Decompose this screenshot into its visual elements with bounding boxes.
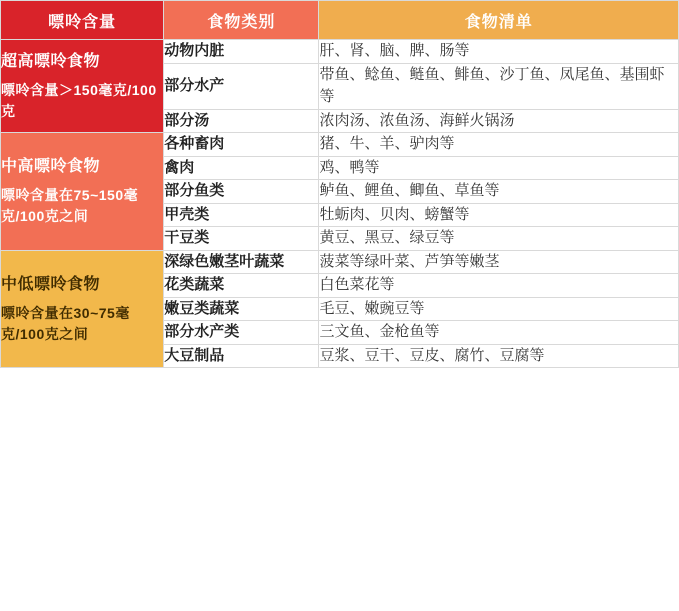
group-cell-medium-high [1, 133, 164, 251]
category-cell: 部分汤 [164, 109, 319, 133]
group-title: 中低嘌呤食物 [1, 275, 101, 293]
food-list-cell: 带鱼、鲶鱼、鲢鱼、鲱鱼、沙丁鱼、凤尾鱼、基围虾等 [319, 63, 679, 109]
category-cell: 深绿色嫩茎叶蔬菜 [164, 250, 319, 274]
header-purine-content: 嘌呤含量 [1, 1, 164, 40]
category-cell: 大豆制品 [164, 344, 319, 368]
food-list-cell: 白色菜花等 [319, 274, 679, 298]
food-list-cell: 鲈鱼、鲤鱼、鲫鱼、草鱼等 [319, 180, 679, 204]
header-food-category: 食物类别 [164, 1, 319, 40]
group-cell-very-high [1, 40, 164, 133]
category-cell: 干豆类 [164, 227, 319, 251]
food-list-cell: 黄豆、黑豆、绿豆等 [319, 227, 679, 251]
food-list-cell: 豆浆、豆干、豆皮、腐竹、豆腐等 [319, 344, 679, 368]
food-list-cell: 肝、肾、脑、脾、肠等 [319, 40, 679, 64]
category-cell: 禽肉 [164, 156, 319, 180]
group-title: 超高嘌呤食物 [1, 53, 101, 70]
food-list-cell: 浓肉汤、浓鱼汤、海鲜火锅汤 [319, 109, 679, 133]
food-list-cell: 牡蛎肉、贝肉、螃蟹等 [319, 203, 679, 227]
group-subtitle: 嘌呤含量在30~75毫克/100克之间 [1, 304, 130, 342]
category-cell: 嫩豆类蔬菜 [164, 297, 319, 321]
category-cell: 部分水产类 [164, 321, 319, 345]
group-cell-medium-low [1, 250, 164, 368]
table-row [1, 40, 679, 64]
table-row [1, 250, 679, 274]
group-title: 中高嘌呤食物 [1, 158, 101, 176]
category-cell: 动物内脏 [164, 40, 319, 64]
food-list-cell: 鸡、鸭等 [319, 156, 679, 180]
category-cell: 各种畜肉 [164, 133, 319, 157]
header-food-list: 食物清单 [319, 1, 679, 40]
food-list-cell: 毛豆、嫩豌豆等 [319, 297, 679, 321]
category-cell: 甲壳类 [164, 203, 319, 227]
table-row [1, 133, 679, 157]
category-cell: 部分水产 [164, 63, 319, 109]
food-list-cell: 猪、牛、羊、驴肉等 [319, 133, 679, 157]
category-cell: 花类蔬菜 [164, 274, 319, 298]
group-subtitle: 嘌呤含量在75~150毫克/100克之间 [1, 187, 139, 225]
group-subtitle: 嘌呤含量＞150毫克/100克 [1, 82, 157, 119]
table-header-row [1, 1, 679, 40]
category-cell: 部分鱼类 [164, 180, 319, 204]
food-list-cell: 菠菜等绿叶菜、芦笋等嫩茎 [319, 250, 679, 274]
food-list-cell: 三文鱼、金枪鱼等 [319, 321, 679, 345]
